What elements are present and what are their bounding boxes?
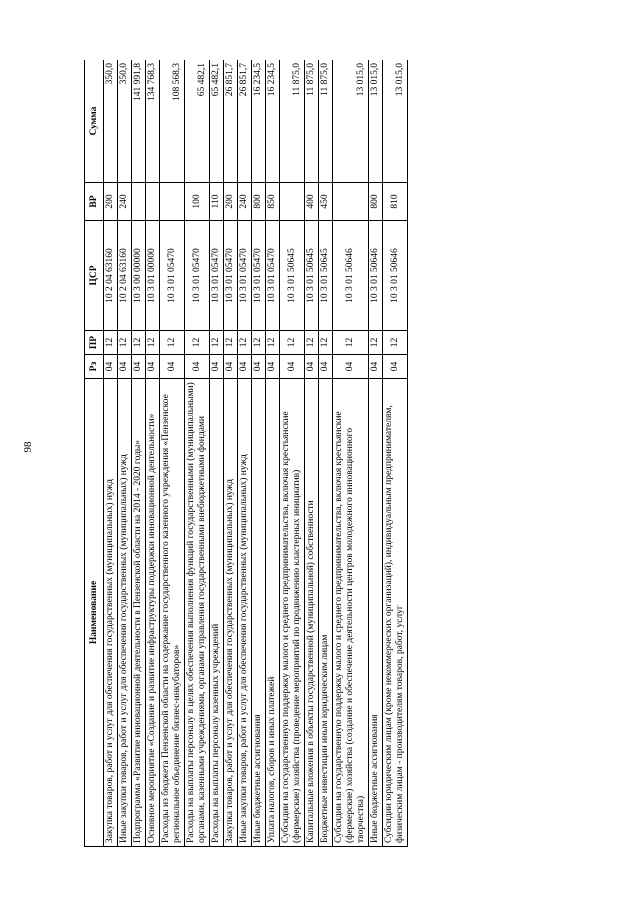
table-row [104, 60, 118, 847]
cell-csr: 10 3 01 05470 [160, 221, 185, 331]
cell-csr: 10 3 01 50645 [280, 221, 305, 331]
cell-pr: 12 [305, 331, 319, 355]
cell-sum: 13 015,0 [383, 60, 408, 183]
cell-vr: 800 [369, 183, 383, 221]
cell-csr: 10 3 01 50646 [333, 221, 369, 331]
cell-rz: 04 [383, 355, 408, 379]
cell-csr: 10 3 01 05470 [238, 221, 252, 331]
rotated-table-container [84, 60, 564, 847]
cell-name: Подпрограмма «Развитие инновационной деятельности в Пензенской области на 2014 - 2020 годы» [132, 379, 146, 847]
header-pr: ПР [85, 331, 104, 355]
cell-rz: 04 [305, 355, 319, 379]
header-sum: Сумма [85, 60, 104, 183]
table-header-row [85, 60, 104, 847]
table-row [118, 60, 132, 847]
table-row [132, 60, 146, 847]
table-row [305, 60, 319, 847]
cell-vr: 400 [305, 183, 319, 221]
cell-sum: 26 851,7 [224, 60, 238, 183]
cell-sum: 16 234,5 [266, 60, 280, 183]
cell-pr: 12 [224, 331, 238, 355]
cell-sum: 26 851,7 [238, 60, 252, 183]
cell-csr: 10 2 04 63160 [118, 221, 132, 331]
cell-pr: 12 [238, 331, 252, 355]
cell-name: Субсидии на государственную поддержку малого и среднего предпринимательства, включая крестьянские (фермерские) хозяйства (создание и обеспечение деятельности центров молодежного инновационного творчества) [333, 379, 369, 847]
header-csr: ЦСР [85, 221, 104, 331]
cell-name: Иные бюджетные ассигнования [252, 379, 266, 847]
cell-name: Основное мероприятие «Создание и развитие инфраструктуры поддержки инновационной деятельности» [146, 379, 160, 847]
cell-pr: 12 [210, 331, 224, 355]
cell-sum: 13 015,0 [369, 60, 383, 183]
header-name: Наименование [85, 379, 104, 847]
cell-pr: 12 [252, 331, 266, 355]
cell-sum: 11 875,0 [280, 60, 305, 183]
cell-csr: 10 3 01 00000 [146, 221, 160, 331]
cell-name: Бюджетные инвестиции иным юридическим лицам [319, 379, 333, 847]
cell-rz: 04 [333, 355, 369, 379]
cell-pr: 12 [319, 331, 333, 355]
cell-pr: 12 [104, 331, 118, 355]
cell-csr: 10 3 01 05470 [252, 221, 266, 331]
cell-name: Иные закупки товаров, работ и услуг для обеспечения государственных (муниципальных) нужд [238, 379, 252, 847]
cell-csr: 10 3 01 50645 [305, 221, 319, 331]
cell-name: Закупка товаров, работ и услуг для обеспечения государственных (муниципальных) нужд [104, 379, 118, 847]
cell-name: Уплата налогов, сборов и иных платежей [266, 379, 280, 847]
cell-vr: 200 [104, 183, 118, 221]
cell-name: Закупка товаров, работ и услуг для обеспечения государственных (муниципальных) нужд [224, 379, 238, 847]
cell-pr: 12 [369, 331, 383, 355]
cell-rz: 04 [224, 355, 238, 379]
cell-name: Субсидии юридическим лицам (кроме некоммерческих организаций), индивидуальным предпринимателям, физическим лицам - производителям товаров, работ, услуг [383, 379, 408, 847]
table-viewport [84, 60, 564, 847]
cell-vr: 110 [210, 183, 224, 221]
cell-csr: 10 3 00 00000 [132, 221, 146, 331]
table-row [383, 60, 408, 847]
cell-vr: 240 [118, 183, 132, 221]
cell-rz: 04 [266, 355, 280, 379]
table-row [224, 60, 238, 847]
cell-sum: 350,0 [104, 60, 118, 183]
cell-vr: 810 [383, 183, 408, 221]
cell-sum: 108 568,3 [160, 60, 185, 183]
cell-name: Капитальные вложения в объекты государственной (муниципальной) собственности [305, 379, 319, 847]
header-vr: ВР [85, 183, 104, 221]
cell-rz: 04 [118, 355, 132, 379]
cell-rz: 04 [104, 355, 118, 379]
cell-vr [333, 183, 369, 221]
cell-sum: 134 768,3 [146, 60, 160, 183]
cell-csr: 10 3 01 05470 [185, 221, 210, 331]
cell-rz: 04 [132, 355, 146, 379]
table-row [266, 60, 280, 847]
cell-pr: 12 [333, 331, 369, 355]
cell-name: Расходы на выплаты персоналу в целях обеспечения выполнения функций государственными (муниципальными) органами, казенными учреждениями, органами управления государственными внебюджетными фондами [185, 379, 210, 847]
cell-vr [280, 183, 305, 221]
cell-rz: 04 [280, 355, 305, 379]
cell-vr [132, 183, 146, 221]
cell-pr: 12 [146, 331, 160, 355]
cell-rz: 04 [369, 355, 383, 379]
table-row [160, 60, 185, 847]
cell-sum: 65 482,1 [210, 60, 224, 183]
cell-name: Субсидии на государственную поддержку малого и среднего предпринимательства, включая крестьянские (фермерские) хозяйства (проведение мероприятий по продвижению кластерных инициатив) [280, 379, 305, 847]
cell-sum: 11 875,0 [319, 60, 333, 183]
table-body [104, 60, 408, 847]
cell-vr: 200 [224, 183, 238, 221]
cell-rz: 04 [146, 355, 160, 379]
cell-pr: 12 [383, 331, 408, 355]
cell-name: Расходы из бюджета Пензенской области на содержание государственного казенного учреждения «Пензенское региональное объединение бизнес-инкубаторов» [160, 379, 185, 847]
cell-sum: 11 875,0 [305, 60, 319, 183]
cell-csr: 10 3 01 05470 [224, 221, 238, 331]
table-row [333, 60, 369, 847]
cell-rz: 04 [252, 355, 266, 379]
table-row [252, 60, 266, 847]
table-row [319, 60, 333, 847]
table-row [369, 60, 383, 847]
cell-sum: 65 482,1 [185, 60, 210, 183]
cell-rz: 04 [319, 355, 333, 379]
cell-vr [146, 183, 160, 221]
cell-rz: 04 [160, 355, 185, 379]
cell-sum: 16 234,5 [252, 60, 266, 183]
cell-pr: 12 [160, 331, 185, 355]
cell-name: Иные бюджетные ассигнования [369, 379, 383, 847]
cell-pr: 12 [132, 331, 146, 355]
table-row [280, 60, 305, 847]
cell-csr: 10 3 01 05470 [210, 221, 224, 331]
cell-rz: 04 [185, 355, 210, 379]
cell-csr: 10 3 01 50645 [319, 221, 333, 331]
cell-csr: 10 3 01 50646 [369, 221, 383, 331]
cell-sum: 13 015,0 [333, 60, 369, 183]
table-row [146, 60, 160, 847]
budget-table [84, 60, 408, 847]
cell-name: Иные закупки товаров, работ и услуг для обеспечения государственных (муниципальных) нужд [118, 379, 132, 847]
cell-pr: 12 [266, 331, 280, 355]
cell-rz: 04 [238, 355, 252, 379]
cell-csr: 10 3 01 50646 [383, 221, 408, 331]
cell-csr: 10 2 04 63160 [104, 221, 118, 331]
cell-pr: 12 [280, 331, 305, 355]
table-row [238, 60, 252, 847]
cell-sum: 141 991,8 [132, 60, 146, 183]
table-row [185, 60, 210, 847]
cell-name: Расходы на выплаты персоналу казенных учреждений [210, 379, 224, 847]
cell-vr: 240 [238, 183, 252, 221]
cell-pr: 12 [118, 331, 132, 355]
cell-vr: 850 [266, 183, 280, 221]
cell-csr: 10 3 01 05470 [266, 221, 280, 331]
cell-rz: 04 [210, 355, 224, 379]
cell-sum: 350,0 [118, 60, 132, 183]
table-row [210, 60, 224, 847]
cell-pr: 12 [185, 331, 210, 355]
page-number: 98 [22, 441, 34, 453]
cell-vr: 800 [252, 183, 266, 221]
header-rz: Рз [85, 355, 104, 379]
cell-vr: 100 [185, 183, 210, 221]
cell-vr: 450 [319, 183, 333, 221]
cell-vr [160, 183, 185, 221]
